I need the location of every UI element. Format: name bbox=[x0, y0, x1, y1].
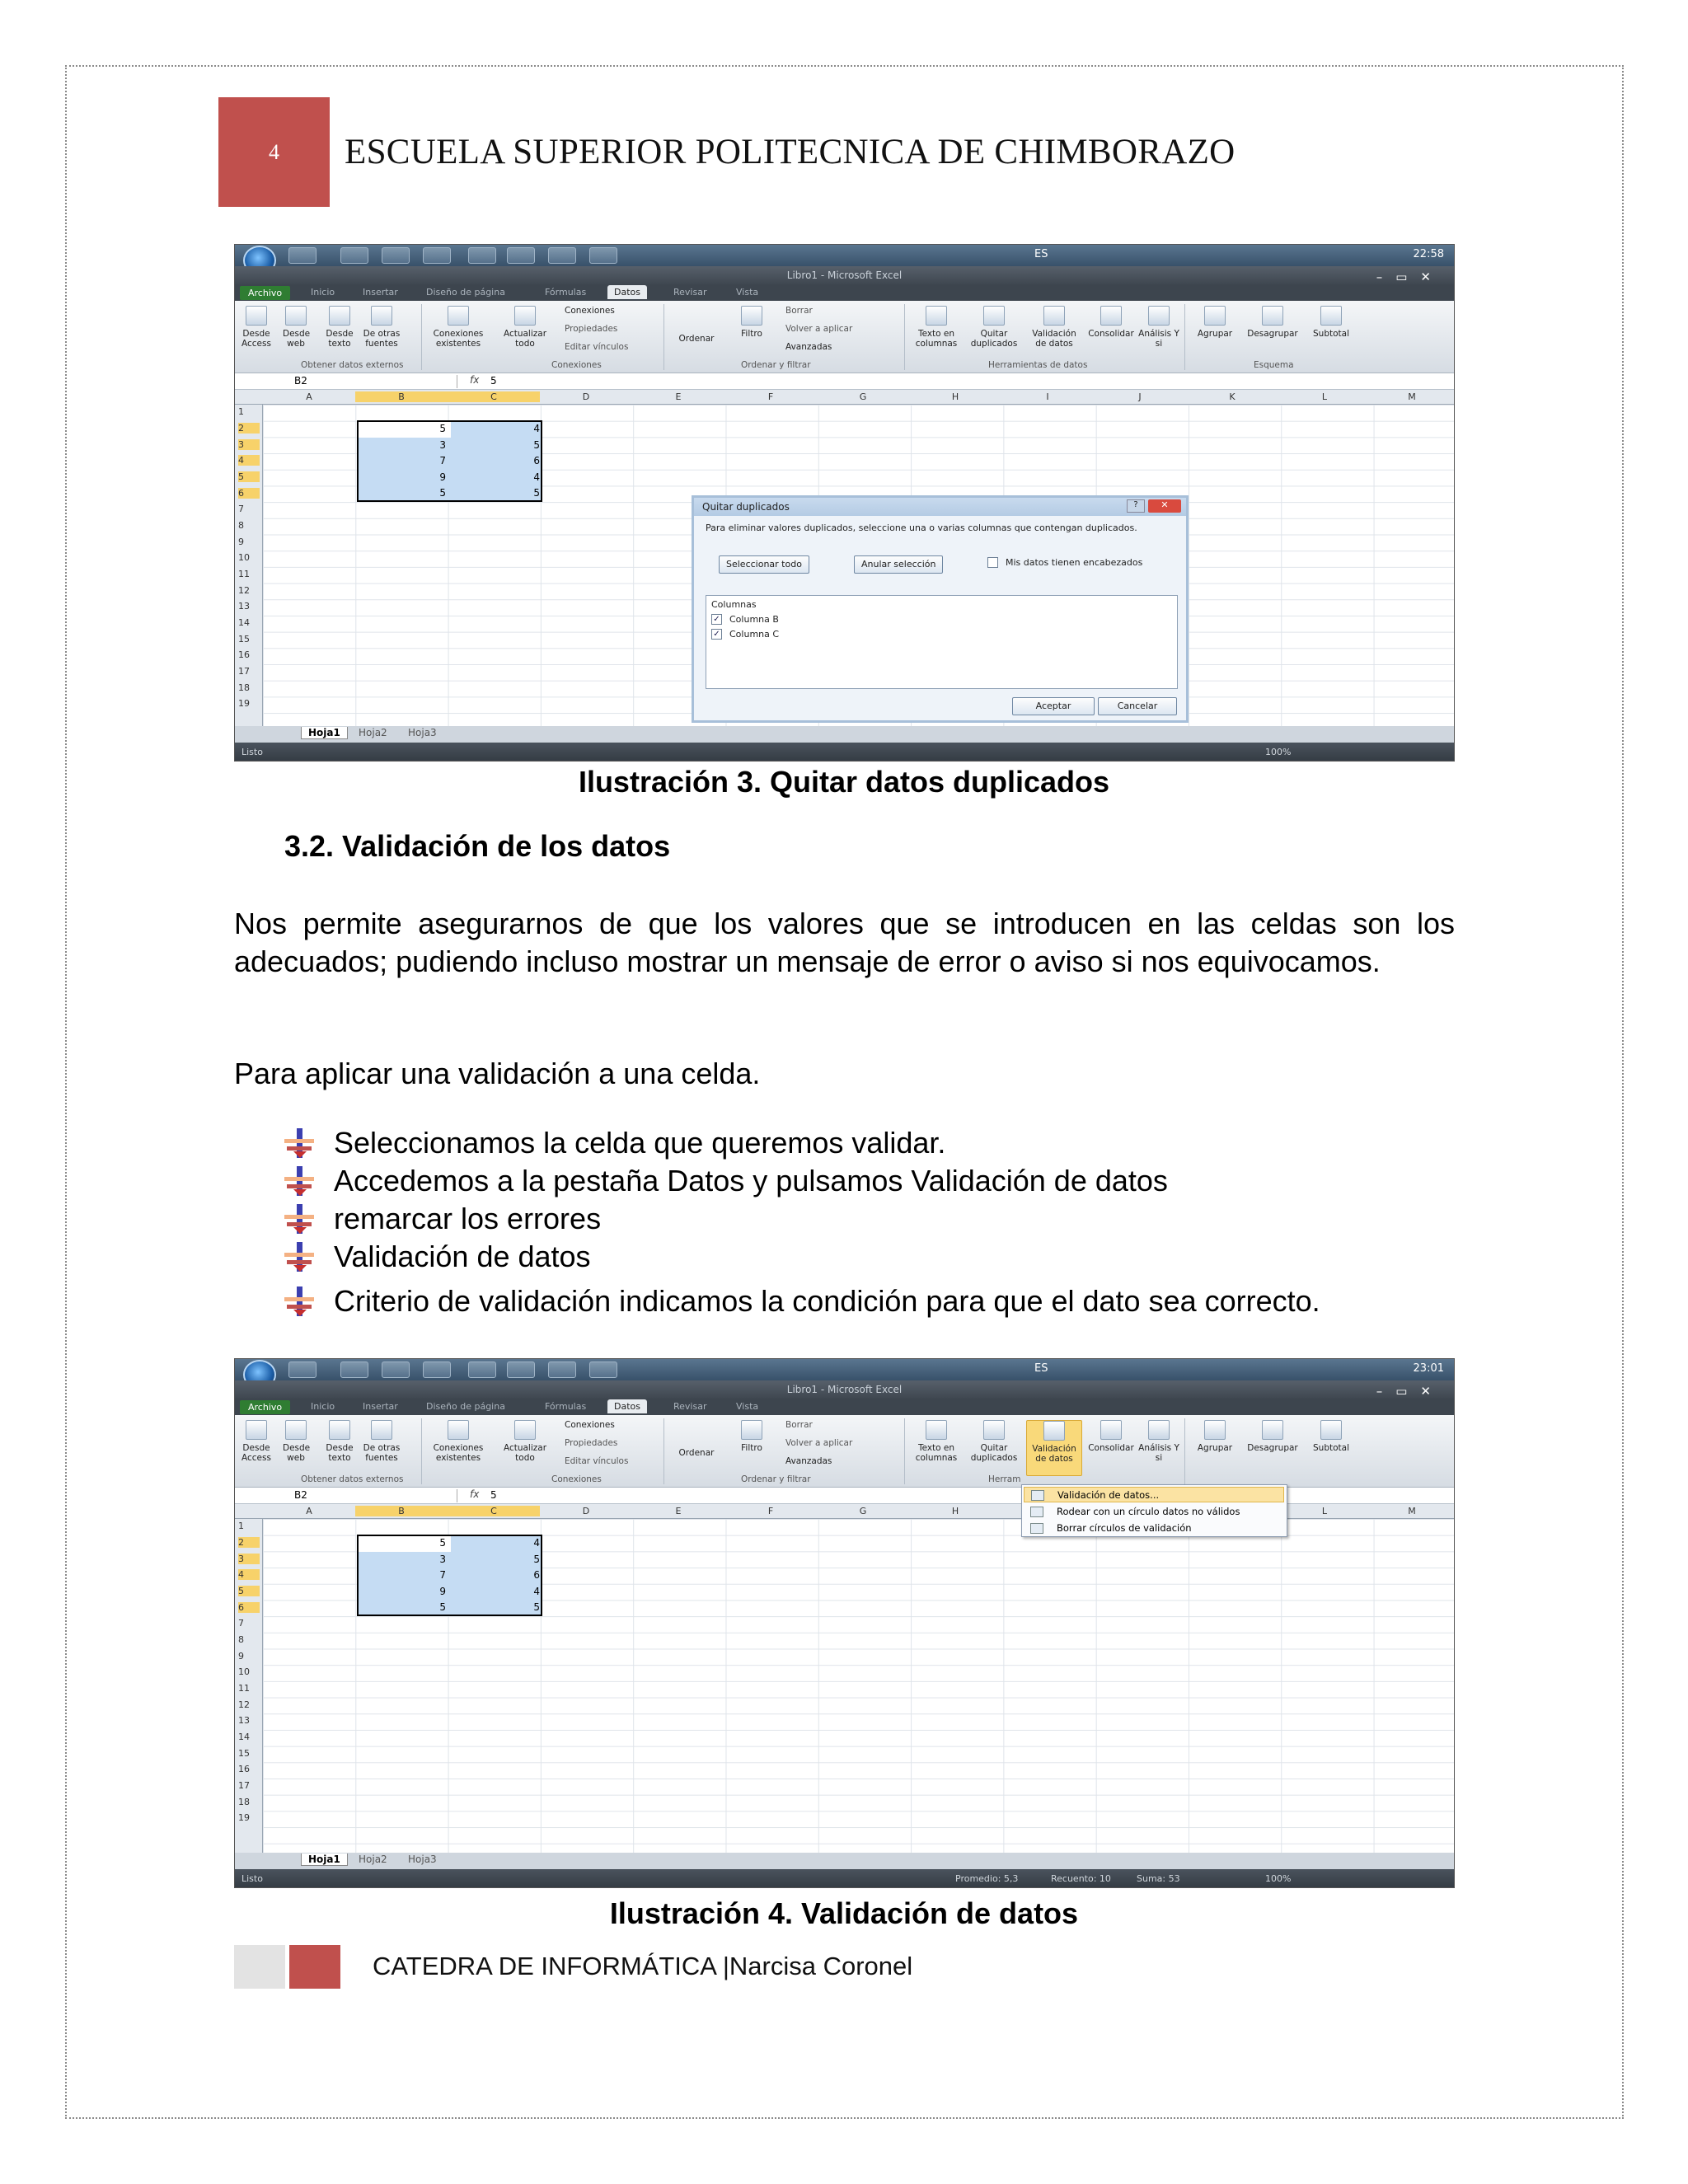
cell-b4[interactable]: 7 bbox=[439, 455, 446, 466]
bullet-icon bbox=[284, 1242, 314, 1272]
propiedades-button[interactable]: Propiedades bbox=[565, 324, 618, 334]
tab-datos[interactable]: Datos bbox=[607, 285, 647, 299]
group-ordenar: Ordenar y filtrar bbox=[741, 360, 811, 370]
sheet-tab-hoja1[interactable]: Hoja1 bbox=[301, 1854, 348, 1866]
desde-texto-button[interactable]: Desde texto bbox=[324, 306, 355, 349]
col-f[interactable]: F bbox=[767, 391, 774, 402]
sheet-tab-hoja3[interactable]: Hoja3 bbox=[408, 727, 437, 738]
caption-fig4: Ilustración 4. Validación de datos bbox=[609, 1896, 1079, 1930]
desde-web-button[interactable]: Desde web bbox=[283, 1420, 309, 1463]
row-9: 9 bbox=[238, 537, 244, 547]
conexiones-existentes-button[interactable]: Conexiones existentes bbox=[429, 1420, 487, 1463]
select-all-button[interactable]: Seleccionar todo bbox=[719, 555, 809, 574]
cell-b2[interactable]: 5 bbox=[439, 423, 446, 434]
consolidar-button[interactable]: Consolidar bbox=[1084, 1420, 1138, 1453]
clear-circles-icon bbox=[1030, 1523, 1043, 1534]
menu-item-borrar-circulos[interactable]: Borrar círculos de validación bbox=[1024, 1521, 1284, 1536]
paragraph-2: Para aplicar una validación a una celda. bbox=[234, 1057, 761, 1090]
zoom-level[interactable]: 100% bbox=[1265, 747, 1292, 757]
desde-texto-button[interactable]: Desde texto bbox=[324, 1420, 355, 1463]
list-item: Accedemos a la pestaña Datos y pulsamos Validación de datos bbox=[284, 1162, 1168, 1200]
list-item: Seleccionamos la celda que queremos validar. bbox=[284, 1124, 945, 1162]
row-5: 5 bbox=[238, 1586, 260, 1596]
sheet-tabs bbox=[235, 1853, 1454, 1869]
page-number: 4 bbox=[218, 97, 330, 207]
editar-vinculos-button[interactable]: Editar vínculos bbox=[565, 342, 629, 352]
desde-web-button[interactable]: Desde web bbox=[283, 306, 309, 349]
desde-access-button[interactable]: Desde Access bbox=[240, 1420, 273, 1463]
ribbon-datos bbox=[235, 1415, 1454, 1488]
desde-access-button[interactable]: Desde Access bbox=[240, 306, 273, 349]
taskbar-explorer-icon[interactable] bbox=[288, 247, 316, 264]
avanzadas-button[interactable]: Avanzadas bbox=[785, 1456, 832, 1466]
cell-c4[interactable]: 6 bbox=[533, 1569, 540, 1581]
row-18: 18 bbox=[238, 682, 250, 693]
row-4: 4 bbox=[238, 1569, 260, 1580]
row-17: 17 bbox=[238, 1780, 250, 1791]
cell-b4[interactable]: 7 bbox=[439, 1569, 446, 1581]
excel-title-bar bbox=[235, 1380, 1454, 1399]
taskbar-folder-icon[interactable] bbox=[423, 247, 451, 264]
row-7: 7 bbox=[238, 504, 244, 514]
sheet-tab-hoja2[interactable]: Hoja2 bbox=[359, 727, 387, 738]
agrupar-button[interactable]: Agrupar bbox=[1193, 1420, 1237, 1453]
row-15: 15 bbox=[238, 1748, 250, 1759]
group-herramientas: Herramientas de datos bbox=[988, 360, 1088, 370]
status-bar bbox=[235, 743, 1454, 762]
taskbar-word-icon[interactable] bbox=[507, 1361, 535, 1378]
status-suma: Suma: 53 bbox=[1137, 1873, 1180, 1884]
formula-input[interactable]: 5 bbox=[490, 1489, 497, 1501]
bullet-icon bbox=[284, 1128, 314, 1158]
windows-taskbar bbox=[235, 1359, 1454, 1380]
col-e[interactable]: E bbox=[675, 1506, 682, 1516]
propiedades-button[interactable]: Propiedades bbox=[565, 1438, 618, 1448]
conexiones-existentes-button[interactable]: Conexiones existentes bbox=[429, 306, 487, 349]
column-c-label: Columna C bbox=[729, 629, 780, 640]
excel-screenshot-data-validation bbox=[234, 1358, 1455, 1888]
sheet-tab-hoja1[interactable]: Hoja1 bbox=[301, 727, 348, 739]
group-obtener: Obtener datos externos bbox=[301, 360, 404, 370]
validation-icon bbox=[1031, 1490, 1044, 1501]
cell-c2[interactable]: 4 bbox=[533, 1537, 540, 1549]
subtotal-button[interactable]: Subtotal bbox=[1308, 1420, 1354, 1453]
circle-invalid-icon bbox=[1030, 1507, 1043, 1517]
taskbar-media-icon[interactable] bbox=[340, 247, 368, 264]
otras-fuentes-button[interactable]: De otras fuentes bbox=[359, 306, 405, 349]
formula-bar bbox=[235, 373, 1454, 390]
cell-c3[interactable]: 5 bbox=[533, 439, 540, 451]
col-h[interactable]: H bbox=[951, 1506, 959, 1516]
row-2: 2 bbox=[238, 1537, 260, 1548]
col-b[interactable]: B bbox=[355, 391, 448, 402]
row-17: 17 bbox=[238, 666, 250, 677]
actualizar-todo-button[interactable]: Actualizar todo bbox=[500, 306, 550, 349]
tab-archivo[interactable]: Archivo bbox=[240, 1400, 290, 1414]
consolidar-button[interactable]: Consolidar bbox=[1084, 306, 1138, 339]
row-8: 8 bbox=[238, 1634, 244, 1645]
windows-taskbar bbox=[235, 245, 1454, 266]
status-text: Listo bbox=[241, 747, 263, 757]
taskbar-powerpoint-icon[interactable] bbox=[589, 247, 617, 264]
col-l[interactable]: L bbox=[1321, 391, 1328, 402]
cell-c2[interactable]: 4 bbox=[533, 423, 540, 434]
cell-b6[interactable]: 5 bbox=[439, 1601, 446, 1613]
cell-c5[interactable]: 4 bbox=[533, 1586, 540, 1597]
row-16: 16 bbox=[238, 1764, 250, 1774]
row-headers bbox=[235, 405, 263, 726]
taskbar-notepad-icon[interactable] bbox=[468, 247, 496, 264]
taskbar-excel-icon[interactable] bbox=[548, 1361, 576, 1378]
columns-label: Columnas bbox=[711, 599, 757, 610]
col-l[interactable]: L bbox=[1321, 1506, 1328, 1516]
cell-b6[interactable]: 5 bbox=[439, 487, 446, 499]
row-18: 18 bbox=[238, 1797, 250, 1807]
name-box[interactable]: B2 bbox=[284, 1489, 457, 1502]
group-conexiones: Conexiones bbox=[551, 1474, 602, 1484]
row-2: 2 bbox=[238, 423, 260, 434]
filtro-button[interactable]: Filtro bbox=[739, 306, 764, 339]
taskbar-notepad-icon[interactable] bbox=[468, 1361, 496, 1378]
col-m[interactable]: M bbox=[1408, 391, 1416, 402]
quitar-duplicados-button[interactable]: Quitar duplicados bbox=[965, 306, 1023, 349]
row-10: 10 bbox=[238, 552, 250, 563]
column-b-label: Columna B bbox=[729, 614, 779, 625]
header-title: ESCUELA SUPERIOR POLITECNICA DE CHIMBORAZO bbox=[345, 133, 1236, 171]
tab-vista[interactable]: Vista bbox=[736, 287, 759, 298]
group-conexiones: Conexiones bbox=[551, 360, 602, 370]
tab-inicio[interactable]: Inicio bbox=[311, 1401, 335, 1412]
group-esquema: Esquema bbox=[1254, 360, 1294, 370]
cell-b5[interactable]: 9 bbox=[439, 471, 446, 483]
quitar-duplicados-button[interactable]: Quitar duplicados bbox=[965, 1420, 1023, 1463]
row-1: 1 bbox=[238, 406, 244, 417]
group-ordenar: Ordenar y filtrar bbox=[741, 1474, 811, 1484]
col-g[interactable]: G bbox=[859, 391, 867, 402]
taskbar-folder-icon[interactable] bbox=[423, 1361, 451, 1378]
list-item: Validación de datos bbox=[284, 1238, 591, 1276]
close-icon[interactable]: ✕ bbox=[1148, 499, 1181, 513]
tab-insertar[interactable]: Insertar bbox=[363, 287, 398, 298]
otras-fuentes-button[interactable]: De otras fuentes bbox=[359, 1420, 405, 1463]
cell-b3[interactable]: 3 bbox=[439, 439, 446, 451]
help-icon[interactable]: ? bbox=[1127, 499, 1145, 513]
cell-b3[interactable]: 3 bbox=[439, 1554, 446, 1565]
desagrupar-button[interactable]: Desagrupar bbox=[1242, 306, 1303, 339]
volver-aplicar-button[interactable]: Volver a aplicar bbox=[785, 1438, 853, 1448]
conexiones-button[interactable]: Conexiones bbox=[565, 1420, 615, 1430]
sheet-tab-hoja3[interactable]: Hoja3 bbox=[408, 1854, 437, 1865]
row-10: 10 bbox=[238, 1666, 250, 1677]
tab-revisar[interactable]: Revisar bbox=[673, 1401, 707, 1412]
agrupar-button[interactable]: Agrupar bbox=[1193, 306, 1237, 339]
columns-list bbox=[706, 595, 1178, 689]
cell-b5[interactable]: 9 bbox=[439, 1586, 446, 1597]
caption-fig3: Ilustración 3. Quitar datos duplicados bbox=[578, 765, 1110, 799]
group-herramientas: Herram bbox=[988, 1474, 1021, 1484]
row-11: 11 bbox=[238, 1683, 250, 1694]
row-19: 19 bbox=[238, 698, 250, 709]
analisis-y-si-button[interactable]: Análisis Y si bbox=[1138, 306, 1179, 349]
col-d[interactable]: D bbox=[582, 1506, 590, 1516]
headers-checkbox[interactable] bbox=[987, 557, 998, 568]
row-3: 3 bbox=[238, 439, 260, 450]
row-14: 14 bbox=[238, 1732, 250, 1742]
col-e[interactable]: E bbox=[675, 391, 682, 402]
analisis-y-si-button[interactable]: Análisis Y si bbox=[1138, 1420, 1179, 1463]
tab-vista[interactable]: Vista bbox=[736, 1401, 759, 1412]
row-6: 6 bbox=[238, 488, 260, 499]
actualizar-todo-button[interactable]: Actualizar todo bbox=[500, 1420, 550, 1463]
tab-formulas[interactable]: Fórmulas bbox=[545, 1401, 587, 1412]
sheet-tab-hoja2[interactable]: Hoja2 bbox=[359, 1854, 387, 1865]
row-9: 9 bbox=[238, 1651, 244, 1661]
texto-columnas-button[interactable]: Texto en columnas bbox=[911, 306, 962, 349]
cell-b2[interactable]: 5 bbox=[439, 1537, 446, 1549]
footer-gray-block bbox=[234, 1945, 285, 1989]
column-c-checkbox[interactable]: ✓ bbox=[711, 629, 722, 640]
conexiones-button[interactable]: Conexiones bbox=[565, 306, 615, 316]
group-obtener: Obtener datos externos bbox=[301, 1474, 404, 1484]
status-recuento: Recuento: 10 bbox=[1051, 1873, 1111, 1884]
headers-label: Mis datos tienen encabezados bbox=[1006, 557, 1143, 568]
validacion-datos-button[interactable]: Validación de datos bbox=[1026, 306, 1082, 349]
window-title: Libro1 - Microsoft Excel bbox=[786, 269, 903, 281]
column-headers bbox=[235, 390, 1454, 405]
col-j[interactable]: J bbox=[1138, 391, 1142, 402]
footer-red-block bbox=[289, 1945, 340, 1989]
excel-title-bar bbox=[235, 266, 1454, 284]
col-m[interactable]: M bbox=[1408, 1506, 1416, 1516]
row-7: 7 bbox=[238, 1618, 244, 1629]
window-title: Libro1 - Microsoft Excel bbox=[786, 1384, 903, 1395]
clock: 23:01 bbox=[1413, 1362, 1444, 1375]
window-controls[interactable]: –▭✕ bbox=[1376, 1384, 1444, 1399]
dialog-message: Para eliminar valores duplicados, seleccione una o varias columnas que contengan duplicados. bbox=[706, 523, 1137, 533]
taskbar-firefox-icon[interactable] bbox=[382, 1361, 410, 1378]
row-3: 3 bbox=[238, 1554, 260, 1564]
bullet-icon bbox=[284, 1166, 314, 1196]
row-16: 16 bbox=[238, 649, 250, 660]
ok-button[interactable]: Aceptar bbox=[1012, 697, 1095, 715]
tab-archivo[interactable]: Archivo bbox=[240, 286, 290, 300]
filtro-button[interactable]: Filtro bbox=[739, 1420, 764, 1453]
unselect-all-button[interactable]: Anular selección bbox=[854, 555, 943, 574]
cancel-button[interactable]: Cancelar bbox=[1098, 697, 1177, 715]
list-item: remarcar los errores bbox=[284, 1200, 601, 1238]
row-1: 1 bbox=[238, 1521, 244, 1531]
selected-range[interactable] bbox=[357, 1535, 542, 1616]
col-g[interactable]: G bbox=[859, 1506, 867, 1516]
worksheet-grid[interactable] bbox=[235, 1519, 1454, 1853]
zoom-level[interactable]: 100% bbox=[1265, 1873, 1292, 1884]
bullet-icon bbox=[284, 1286, 314, 1316]
taskbar-media-icon[interactable] bbox=[340, 1361, 368, 1378]
row-19: 19 bbox=[238, 1812, 250, 1823]
avanzadas-button[interactable]: Avanzadas bbox=[785, 342, 832, 352]
cell-c6[interactable]: 5 bbox=[533, 487, 540, 499]
paragraph-1: Nos permite asegurarnos de que los valores que se introducen en las celdas son los adecuados; pudiendo incluso mostrar un mensaje de error o aviso si nos equivocamos. bbox=[234, 907, 1455, 978]
tab-inicio[interactable]: Inicio bbox=[311, 287, 335, 298]
ribbon-tabs bbox=[235, 1399, 1454, 1415]
tab-formulas[interactable]: Fórmulas bbox=[545, 287, 587, 298]
bullet-icon bbox=[284, 1204, 314, 1234]
tab-datos[interactable]: Datos bbox=[607, 1399, 647, 1413]
borrar-button[interactable]: Borrar bbox=[785, 1420, 813, 1430]
col-d[interactable]: D bbox=[582, 391, 590, 402]
taskbar-powerpoint-icon[interactable] bbox=[589, 1361, 617, 1378]
desagrupar-button[interactable]: Desagrupar bbox=[1242, 1420, 1303, 1453]
col-c[interactable]: C bbox=[448, 1506, 540, 1516]
fx-icon[interactable]: fx bbox=[470, 1488, 480, 1500]
cell-c6[interactable]: 5 bbox=[533, 1601, 540, 1613]
col-f[interactable]: F bbox=[767, 1506, 774, 1516]
ribbon-tabs bbox=[235, 284, 1454, 301]
col-a[interactable]: A bbox=[306, 1506, 312, 1516]
row-15: 15 bbox=[238, 634, 250, 644]
status-bar bbox=[235, 1869, 1454, 1888]
cell-c3[interactable]: 5 bbox=[533, 1554, 540, 1565]
borrar-button[interactable]: Borrar bbox=[785, 306, 813, 316]
row-5: 5 bbox=[238, 471, 260, 482]
excel-screenshot-remove-duplicates bbox=[234, 244, 1455, 762]
texto-columnas-button[interactable]: Texto en columnas bbox=[911, 1420, 962, 1463]
subtotal-button[interactable]: Subtotal bbox=[1308, 306, 1354, 339]
row-12: 12 bbox=[238, 585, 250, 596]
clock: 22:58 bbox=[1413, 248, 1444, 260]
row-13: 13 bbox=[238, 601, 250, 612]
taskbar-explorer-icon[interactable] bbox=[288, 1361, 316, 1378]
status-text: Listo bbox=[241, 1873, 263, 1884]
taskbar-word-icon[interactable] bbox=[507, 247, 535, 264]
menu-item-rodear[interactable]: Rodear con un círculo datos no válidos bbox=[1024, 1504, 1284, 1520]
row-4: 4 bbox=[238, 455, 260, 466]
menu-item-validacion[interactable]: Validación de datos... bbox=[1024, 1487, 1284, 1502]
row-11: 11 bbox=[238, 569, 250, 579]
validacion-datos-button[interactable]: Validación de datos bbox=[1026, 1420, 1082, 1476]
column-b-checkbox[interactable]: ✓ bbox=[711, 614, 722, 625]
col-h[interactable]: H bbox=[951, 391, 959, 402]
col-c[interactable]: C bbox=[448, 391, 540, 402]
row-headers bbox=[235, 1519, 263, 1853]
volver-aplicar-button[interactable]: Volver a aplicar bbox=[785, 324, 853, 334]
formula-input[interactable]: 5 bbox=[490, 375, 497, 387]
editar-vinculos-button[interactable]: Editar vínculos bbox=[565, 1456, 629, 1466]
status-promedio: Promedio: 5,3 bbox=[955, 1873, 1019, 1884]
col-i[interactable]: I bbox=[1046, 391, 1049, 402]
cell-c4[interactable]: 6 bbox=[533, 455, 540, 466]
ordenar-button[interactable]: Ordenar bbox=[678, 334, 715, 344]
taskbar-firefox-icon[interactable] bbox=[382, 247, 410, 264]
ordenar-button[interactable]: Ordenar bbox=[678, 1448, 715, 1458]
row-13: 13 bbox=[238, 1715, 250, 1726]
tab-diseno[interactable]: Diseño de página bbox=[426, 1401, 505, 1412]
footer-text: CATEDRA DE INFORMÁTICA |Narcisa Coronel bbox=[373, 1952, 913, 1980]
list-item: Criterio de validación indicamos la condición para que el dato sea correcto. bbox=[284, 1282, 1320, 1320]
fx-icon[interactable]: fx bbox=[470, 374, 480, 386]
row-12: 12 bbox=[238, 1699, 250, 1710]
row-6: 6 bbox=[238, 1602, 260, 1613]
validation-dropdown-menu bbox=[1021, 1484, 1287, 1537]
sheet-tabs bbox=[235, 726, 1454, 743]
row-8: 8 bbox=[238, 520, 244, 531]
dialog-title: Quitar duplicados bbox=[694, 498, 1186, 516]
tab-insertar[interactable]: Insertar bbox=[363, 1401, 398, 1412]
language-indicator[interactable]: ES bbox=[1034, 248, 1048, 260]
section-heading: 3.2. Validación de los datos bbox=[284, 829, 671, 863]
taskbar-excel-icon[interactable] bbox=[548, 247, 576, 264]
name-box[interactable]: B2 bbox=[284, 375, 457, 388]
cell-c5[interactable]: 4 bbox=[533, 471, 540, 483]
col-a[interactable]: A bbox=[306, 391, 312, 402]
row-14: 14 bbox=[238, 617, 250, 628]
tab-diseno[interactable]: Diseño de página bbox=[426, 287, 505, 298]
selected-range[interactable] bbox=[357, 420, 542, 502]
window-controls[interactable]: –▭✕ bbox=[1376, 269, 1444, 284]
tab-revisar[interactable]: Revisar bbox=[673, 287, 707, 298]
col-b[interactable]: B bbox=[355, 1506, 448, 1516]
language-indicator[interactable]: ES bbox=[1034, 1362, 1048, 1375]
remove-duplicates-dialog bbox=[692, 495, 1189, 723]
col-k[interactable]: K bbox=[1229, 391, 1236, 402]
ribbon-datos bbox=[235, 301, 1454, 373]
